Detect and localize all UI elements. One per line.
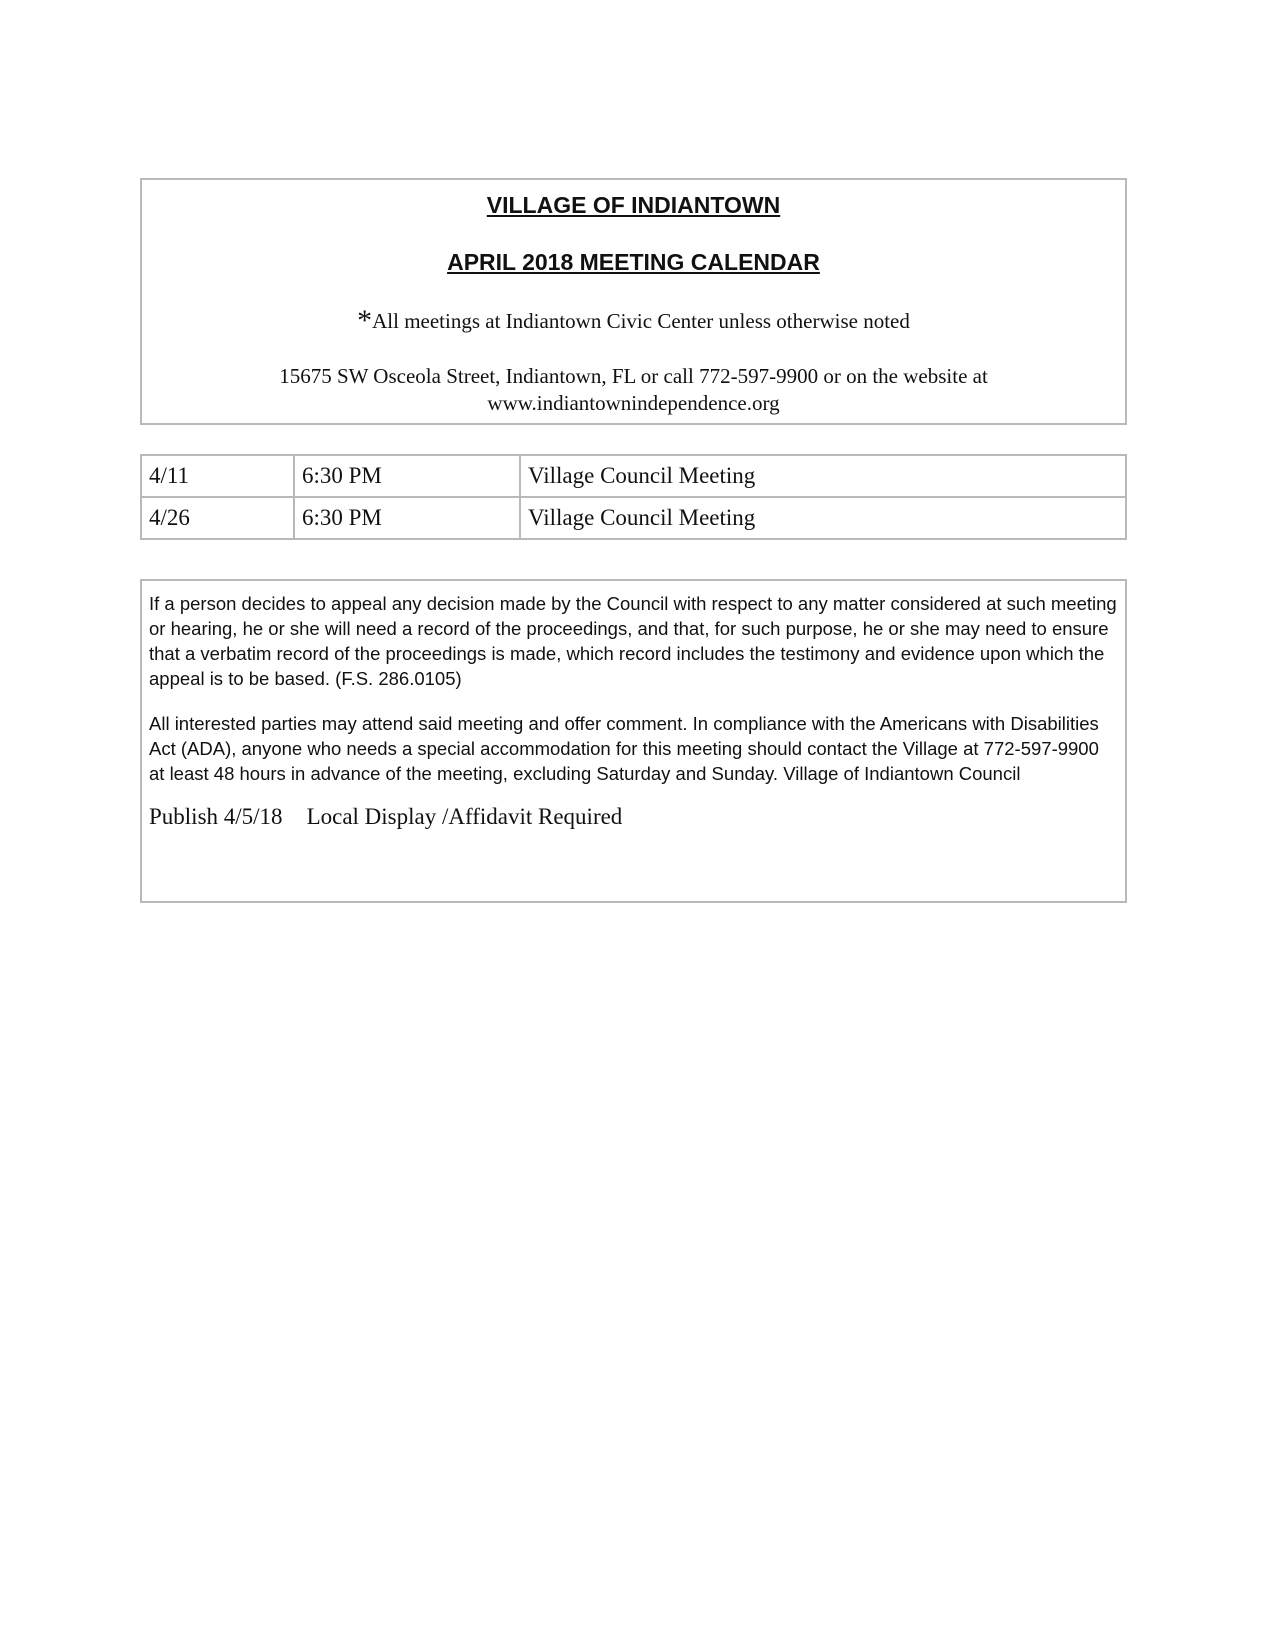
address-line: 15675 SW Osceola Street, Indiantown, FL or call 772-597-9900 or on the website at bbox=[279, 364, 988, 388]
notice-box bbox=[140, 579, 1127, 903]
appeal-notice: If a person decides to appeal any decision made by the Council with respect to any matter considered at such meeting or hearing, he or she will need a record of the proceedings, and that, for such purpose, he or she may need to ensure that a verbatim record of the proceedings is made, which record includes the testimony and evidence upon which the appeal is to be based. (F.S. 286.0105) bbox=[149, 593, 1117, 689]
location-note bbox=[142, 304, 1125, 338]
header-box bbox=[140, 178, 1127, 425]
publish-date: Publish 4/5/18 bbox=[149, 804, 283, 829]
meeting-time: 6:30 PM bbox=[294, 497, 520, 539]
ada-notice: All interested parties may attend said meeting and offer comment. In compliance with the Americans with Disabilities Act (ADA), anyone who needs a special accommodation for this meeting should contact the Village at 772-597-9900 at least 48 hours in advance of the meeting, excluding Saturday and Sunday. Village of Indiantown Council bbox=[149, 713, 1099, 784]
address bbox=[142, 363, 1125, 417]
calendar-title: APRIL 2018 MEETING CALENDAR bbox=[447, 249, 820, 275]
meeting-date: 4/26 bbox=[141, 497, 294, 539]
publish-info bbox=[149, 804, 1118, 830]
website: www.indiantownindependence.org bbox=[487, 391, 780, 415]
location-note-text: All meetings at Indiantown Civic Center unless otherwise noted bbox=[372, 309, 910, 333]
publish-note: Local Display /Affidavit Required bbox=[306, 804, 623, 829]
document-title: VILLAGE OF INDIANTOWN bbox=[486, 192, 781, 218]
meeting-event: Village Council Meeting bbox=[520, 455, 1126, 497]
table-row bbox=[141, 455, 1126, 497]
asterisk: * bbox=[357, 304, 373, 337]
table-row bbox=[141, 497, 1126, 539]
meetings-table bbox=[140, 454, 1127, 540]
meeting-event: Village Council Meeting bbox=[520, 497, 1126, 539]
meeting-time: 6:30 PM bbox=[294, 455, 520, 497]
meeting-date: 4/11 bbox=[141, 455, 294, 497]
